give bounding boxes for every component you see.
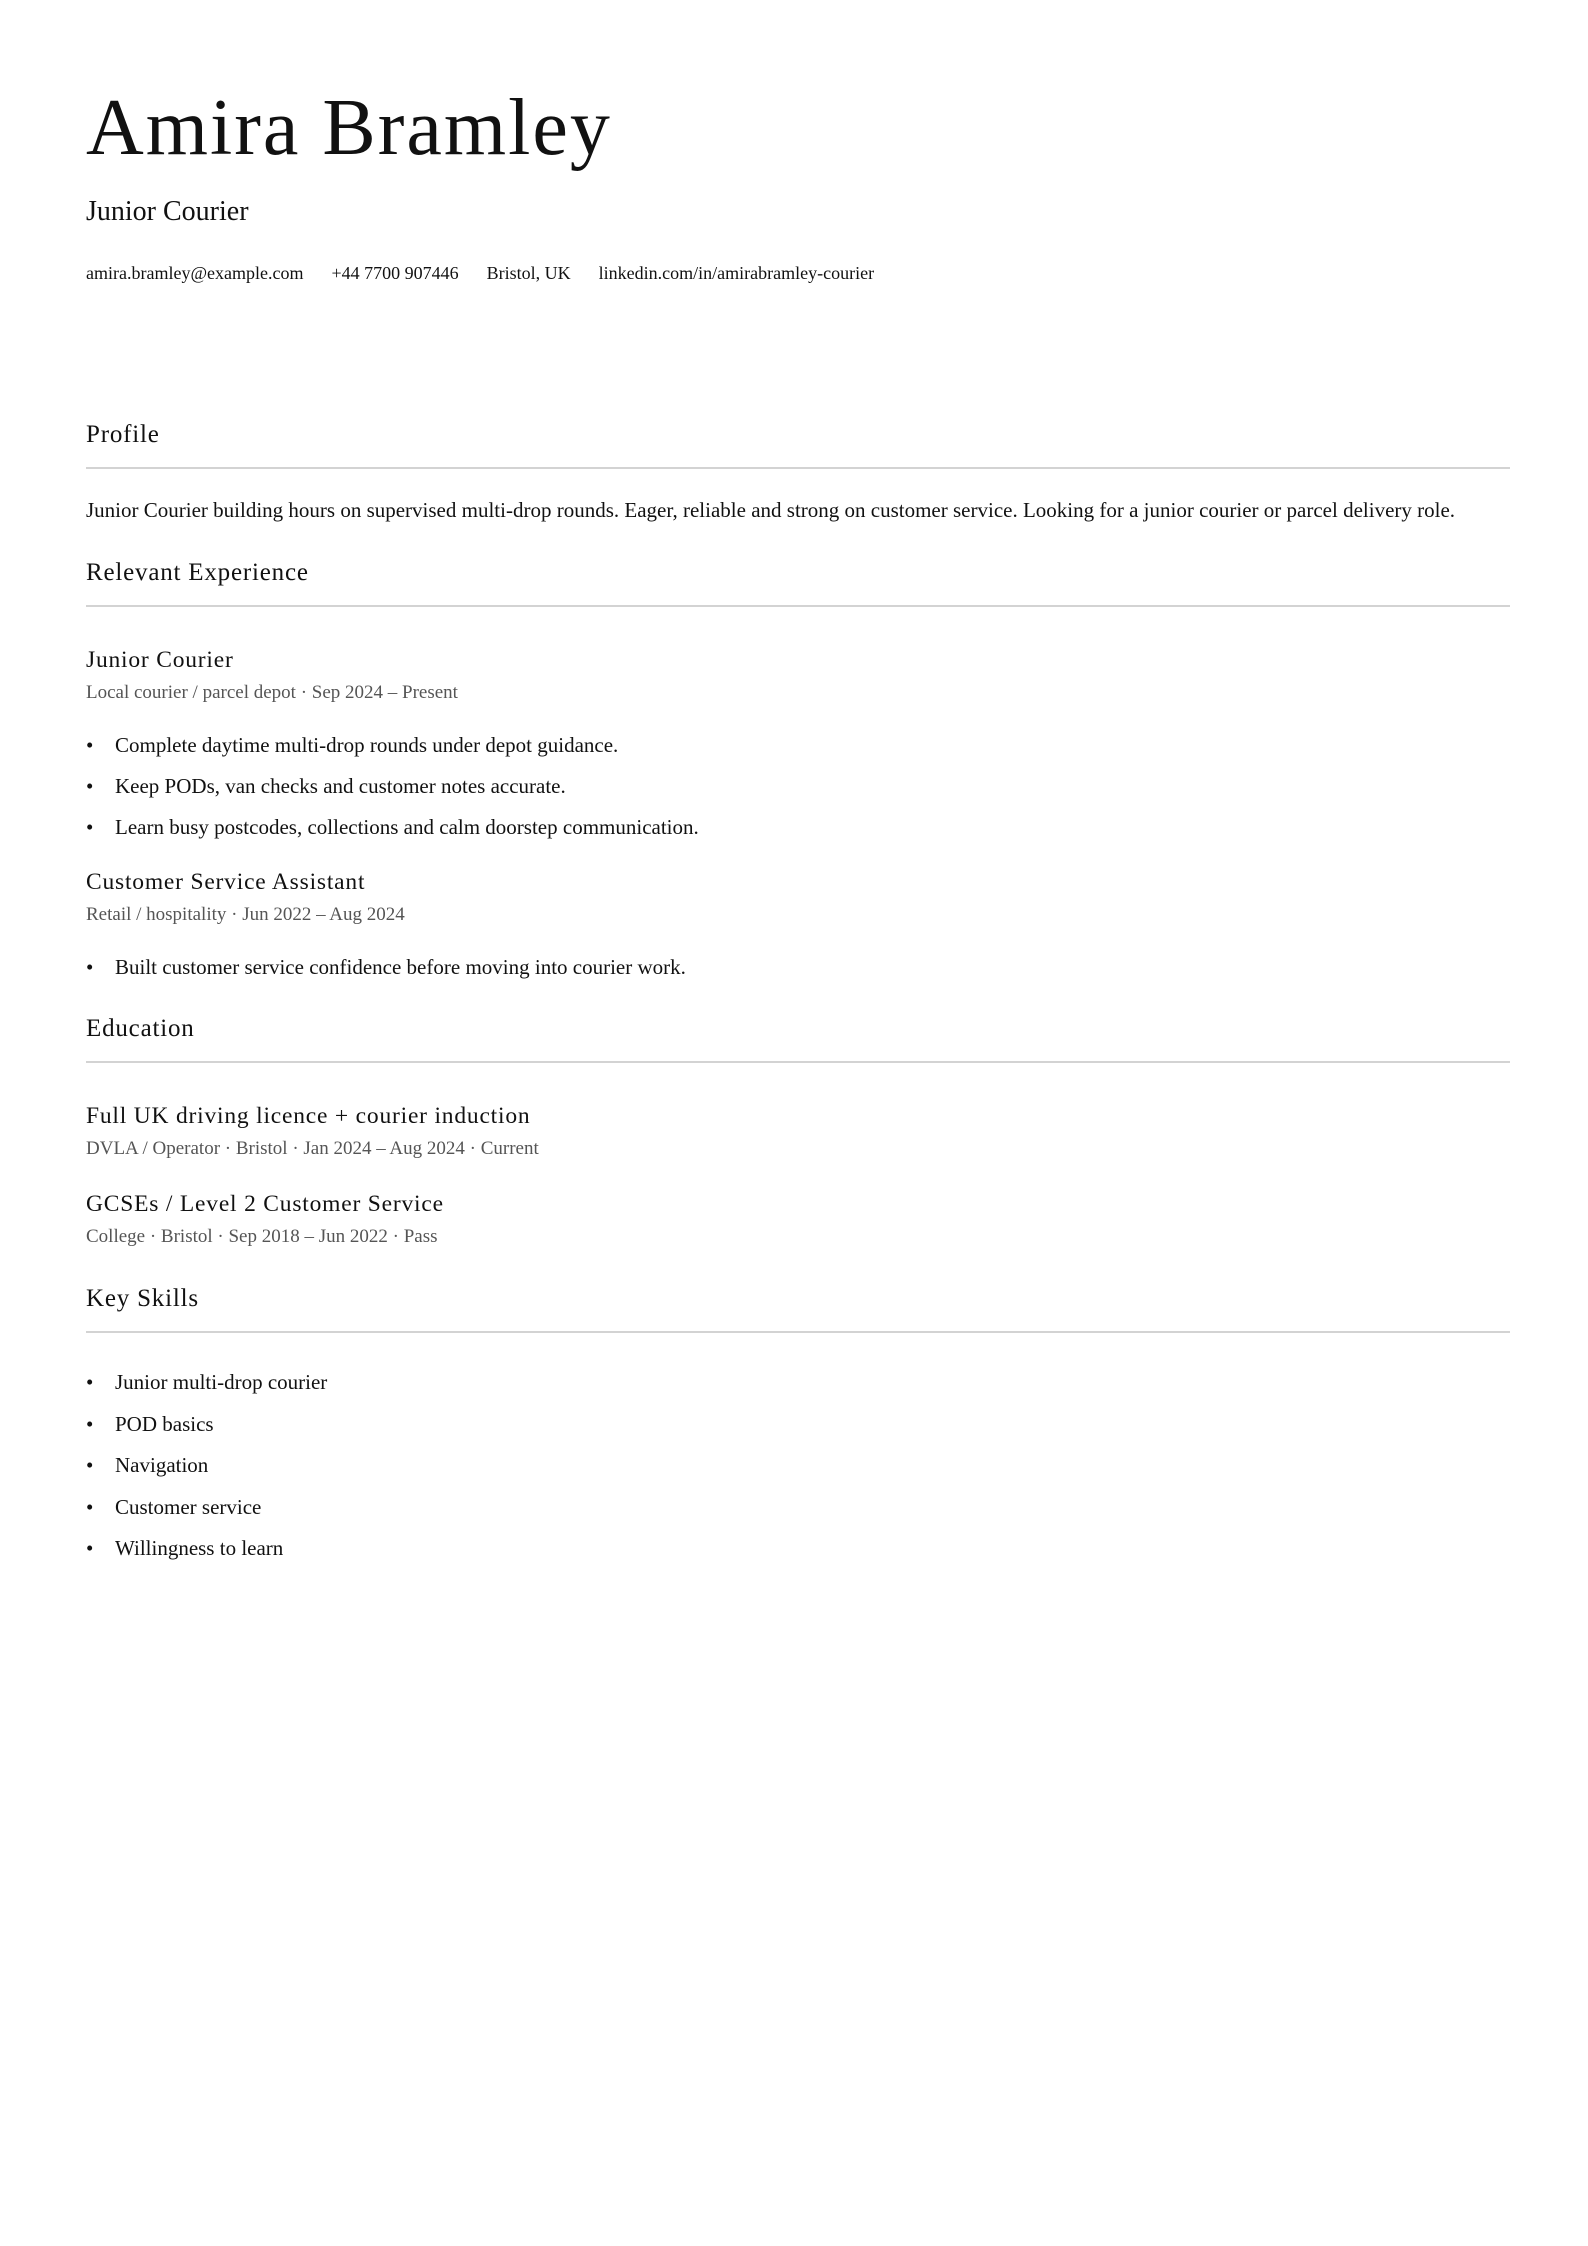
section-title-experience: Relevant Experience — [86, 559, 309, 586]
candidate-role: Junior Courier — [86, 196, 249, 227]
job-meta: Local courier / parcel depot · Sep 2024 – Present — [86, 682, 458, 703]
skill-text: Willingness to learn — [115, 1536, 284, 1560]
contact-line — [86, 264, 874, 282]
section-divider — [86, 467, 1510, 469]
job-bullet-text: Built customer service confidence before moving into courier work. — [115, 955, 686, 979]
bullet-glyph: • — [86, 1495, 94, 1519]
contact-location: Bristol, UK — [486, 263, 571, 283]
bullet-glyph: • — [86, 1536, 94, 1560]
section-title-skills: Key Skills — [86, 1285, 199, 1312]
bullet-glyph: • — [86, 955, 94, 979]
section-divider — [86, 1331, 1510, 1333]
profile-summary: Junior Courier building hours on supervised multi-drop rounds. Eager, reliable and strong on customer service. Looking for a junior courier or parcel delivery role. — [86, 498, 1456, 522]
bullet-glyph: • — [86, 774, 94, 798]
skill-text: Junior multi-drop courier — [115, 1370, 328, 1394]
bullet-glyph: • — [86, 815, 94, 839]
job-bullet-text: Complete daytime multi-drop rounds under depot guidance. — [115, 733, 619, 757]
section-divider — [86, 605, 1510, 607]
skill-text: POD basics — [115, 1412, 214, 1436]
education-title: Full UK driving licence + courier induction — [86, 1103, 531, 1129]
bullet-glyph: • — [86, 1412, 94, 1436]
bullet-glyph: • — [86, 733, 94, 757]
job-title: Customer Service Assistant — [86, 869, 366, 895]
contact-linkedin: linkedin.com/in/amirabramley-courier — [598, 263, 875, 283]
skill-text: Customer service — [115, 1495, 262, 1519]
job-title: Junior Courier — [86, 647, 234, 673]
contact-email: amira.bramley@example.com — [86, 263, 304, 283]
section-title-education: Education — [86, 1015, 195, 1042]
education-title: GCSEs / Level 2 Customer Service — [86, 1191, 444, 1217]
bullet-glyph: • — [86, 1370, 94, 1394]
candidate-name: Amira Bramley — [86, 84, 612, 172]
education-meta: College · Bristol · Sep 2018 – Jun 2022 · Pass — [86, 1226, 438, 1247]
section-title-profile: Profile — [86, 421, 160, 448]
job-bullet-text: Learn busy postcodes, collections and calm doorstep communication. — [115, 815, 699, 839]
education-meta: DVLA / Operator · Bristol · Jan 2024 – Aug 2024 · Current — [86, 1138, 539, 1159]
job-bullet-text: Keep PODs, van checks and customer notes accurate. — [115, 774, 566, 798]
bullet-glyph: • — [86, 1453, 94, 1477]
skill-text: Navigation — [115, 1453, 209, 1477]
section-divider — [86, 1061, 1510, 1063]
job-meta: Retail / hospitality · Jun 2022 – Aug 2024 — [86, 904, 405, 925]
contact-phone: +44 7700 907446 — [331, 263, 459, 283]
